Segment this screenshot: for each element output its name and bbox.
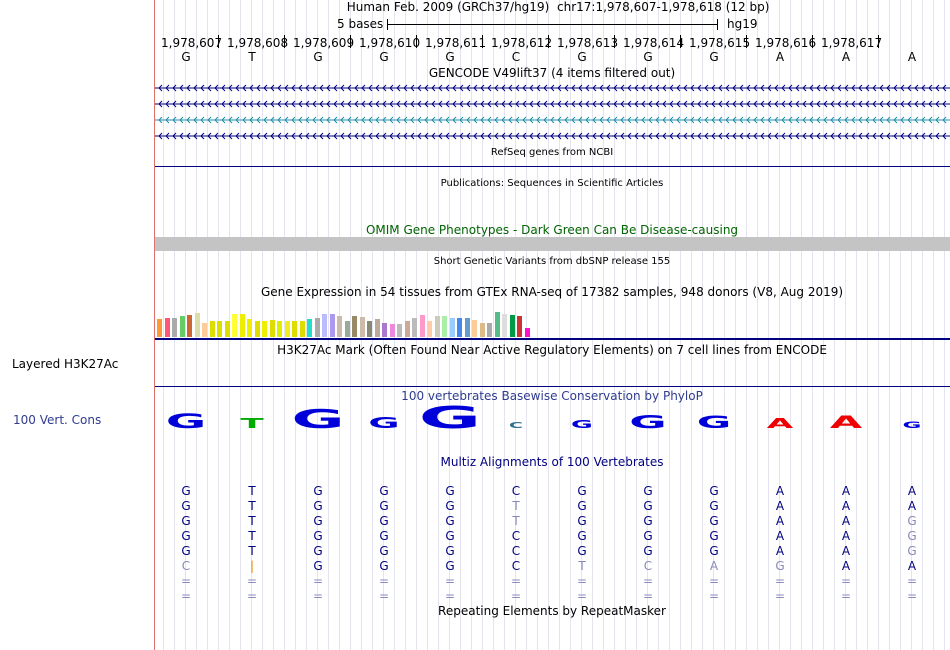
alignment-base: G [709,499,719,513]
gtex-tissue-bar[interactable] [390,324,395,337]
alignment-base: = [444,574,456,588]
gtex-tissue-bar[interactable] [472,320,477,337]
alignment-base: G [379,544,389,558]
alignment-base: = [708,574,720,588]
alignment-base: G [643,514,653,528]
gtex-tissue-bar[interactable] [420,315,425,337]
gtex-tissue-bar[interactable] [292,321,297,337]
gtex-tissue-bar[interactable] [352,316,357,337]
alignment-base: C [511,529,521,543]
gtex-tissue-bar[interactable] [457,318,462,337]
gtex-tissue-bar[interactable] [210,321,215,337]
scale-bar-left-tick [387,19,388,30]
gtex-tissue-bar[interactable] [397,324,402,337]
alignment-base: G [577,499,587,513]
conservation-letter: A [829,413,863,433]
alignment-base: C [181,559,191,573]
alignment-base: = [312,574,324,588]
omim-track-title: OMIM Gene Phenotypes - Dark Green Can Be Disease-causing [365,223,739,237]
alignment-base: = [378,589,390,603]
coordinate-label: 1,978,615 [689,36,751,50]
conservation-letter: C [509,421,523,431]
scale-bar [387,24,717,25]
gtex-tissue-bar[interactable] [405,321,410,337]
alignment-base: = [378,574,390,588]
gtex-tissue-bar[interactable] [442,316,447,337]
alignment-base: = [510,589,522,603]
alignment-base: G [643,499,653,513]
gtex-tissue-bar[interactable] [510,315,515,337]
gtex-tissue-bar[interactable] [165,318,170,337]
conservation-letter: A [766,416,794,432]
alignment-base: = [840,589,852,603]
alignment-base: = [246,574,258,588]
alignment-base: G [313,529,323,543]
alignment-base: G [907,514,917,528]
alignment-base: A [841,529,851,543]
gtex-baseline [155,338,950,340]
gtex-tissue-bar[interactable] [322,314,327,337]
gtex-tissue-bar[interactable] [157,319,162,337]
coordinate-label: 1,978,608 [227,36,289,50]
h3k27ac-label[interactable]: Layered H3K27Ac [12,357,119,371]
coordinate-label: 1,978,617 [821,36,883,50]
alignment-base: G [445,514,455,528]
alignment-base: = [642,589,654,603]
alignment-base: C [643,559,653,573]
alignment-base: G [709,514,719,528]
alignment-base: T [248,484,256,498]
gtex-tissue-bar[interactable] [525,328,530,337]
gtex-tissue-bar[interactable] [195,313,200,337]
alignment-base: = [246,589,258,603]
gtex-tissue-bar[interactable] [202,323,207,337]
alignment-base: T [248,514,256,528]
gencode-transcripts[interactable] [155,80,950,144]
alignment-base: T [248,499,256,513]
h3k27ac-track-title: H3K27Ac Mark (Often Found Near Active Regulatory Elements) on 7 cell lines from ENCODE [277,343,827,357]
alignment-base: = [774,589,786,603]
coordinate-label: 1,978,616 [755,36,817,50]
alignment-base: A [907,484,917,498]
reference-base: G [577,50,587,64]
alignment-base: T [512,514,520,528]
gtex-tissue-bar[interactable] [360,317,365,337]
track-display-area[interactable] [155,0,950,650]
alignment-base: A [907,499,917,513]
conservation-letter: G [368,413,400,432]
gtex-tissue-bar[interactable] [262,321,267,337]
gtex-tissue-bar[interactable] [285,321,290,337]
gtex-tissue-bar[interactable] [180,316,185,337]
alignment-base: G [313,544,323,558]
alignment-base: C [511,484,521,498]
alignment-base: = [840,574,852,588]
alignment-base: T [248,544,256,558]
gtex-tissue-bar[interactable] [487,323,492,337]
alignment-base: G [577,484,587,498]
conservation-letter: G [165,409,207,433]
gtex-tissue-bar[interactable] [480,323,485,337]
gtex-tissue-bar[interactable] [277,321,282,337]
scale-text: 5 bases [337,17,384,31]
gtex-tissue-bar[interactable] [502,314,507,337]
alignment-base: G [181,499,191,513]
reference-base: G [379,50,389,64]
alignment-base: G [181,529,191,543]
alignment-base: G [907,529,917,543]
coordinate-label: 1,978,609 [293,36,355,50]
alignment-base: A [775,484,785,498]
reference-base: T [248,50,256,64]
alignment-base: = [510,574,522,588]
alignment-base: A [841,559,851,573]
gtex-tissue-bar[interactable] [270,320,275,337]
coordinate-label: 1,978,612 [491,36,553,50]
gtex-tissue-bar[interactable] [247,319,252,337]
gtex-tissue-bar[interactable] [240,314,245,337]
alignment-base: G [709,484,719,498]
alignment-base: G [181,544,191,558]
alignment-base: G [313,514,323,528]
gtex-expression-bars[interactable] [155,300,950,337]
coordinate-label: 1,978,614 [623,36,685,50]
alignment-base: G [181,514,191,528]
gtex-tissue-bar[interactable] [300,321,305,337]
gtex-tissue-bar[interactable] [217,321,222,337]
publications-track-title: Publications: Sequences in Scientific Articles [440,178,664,189]
alignment-base: G [709,544,719,558]
gtex-tissue-bar[interactable] [232,314,237,337]
reference-base: G [313,50,323,64]
alignment-base: G [775,559,785,573]
alignment-base: G [181,484,191,498]
alignment-base: = [576,589,588,603]
alignment-base: G [445,484,455,498]
alignment-base: G [379,559,389,573]
alignment-base: A [775,514,785,528]
alignment-base: G [313,559,323,573]
conservation-letter: G [418,400,482,436]
alignment-base: A [841,514,851,528]
dbsnp-track-title: Short Genetic Variants from dbSNP release 155 [433,256,671,267]
reference-base: C [511,50,521,64]
alignment-base: T [512,499,520,513]
conservation-letter: G [696,413,732,433]
conservation-letter: G [629,411,667,433]
alignment-base: = [906,574,918,588]
conservation-track-label[interactable]: 100 Vert. Cons [13,413,102,427]
alignment-base: = [444,589,456,603]
reference-base: A [775,50,785,64]
position-readout: chr17:1,978,607-1,978,618 (12 bp) [557,0,770,14]
gtex-tissue-bar[interactable] [495,312,500,337]
alignment-base: = [180,574,192,588]
gtex-tissue-bar[interactable] [412,318,417,337]
gtex-tissue-bar[interactable] [255,321,260,337]
gtex-track-title: Gene Expression in 54 tissues from GTEx RNA-seq of 17382 samples, 948 donors (V8, Aug 2019) [260,285,844,299]
reference-base: A [841,50,851,64]
conservation-letter: T [240,416,264,432]
alignment-base: = [708,589,720,603]
alignment-base: G [577,544,587,558]
alignment-base: G [445,544,455,558]
phylop-conservation-logo[interactable] [155,400,950,440]
scale-bar-right-tick [717,19,718,30]
reference-base: G [445,50,455,64]
gtex-tissue-bar[interactable] [330,314,335,337]
gencode-track-title: GENCODE V49lift37 (4 items filtered out) [428,66,676,80]
alignment-base: G [445,529,455,543]
gtex-tissue-bar[interactable] [345,321,350,337]
alignment-base: A [775,499,785,513]
alignment-base: A [907,559,917,573]
alignment-base: C [511,559,521,573]
alignment-base: G [445,499,455,513]
db-label: hg19 [727,17,758,31]
alignment-base: A [841,499,851,513]
h3k27ac-baseline [155,386,950,387]
alignment-base: T [248,529,256,543]
reference-base: G [709,50,719,64]
multiz-track-title: Multiz Alignments of 100 Vertebrates [440,455,664,469]
alignment-base: = [180,589,192,603]
coordinate-label: 1,978,607 [161,36,223,50]
alignment-base: G [709,529,719,543]
alignment-base: G [643,529,653,543]
gtex-tissue-bar[interactable] [315,318,320,337]
alignment-base: = [312,589,324,603]
gtex-tissue-bar[interactable] [367,321,372,337]
alignment-base: A [775,529,785,543]
alignment-base: A [709,559,719,573]
alignment-base: = [906,589,918,603]
gtex-tissue-bar[interactable] [382,323,387,337]
coordinate-label: 1,978,611 [425,36,487,50]
gtex-tissue-bar[interactable] [225,321,230,337]
alignment-base: A [775,544,785,558]
phylop-track-title: 100 vertebrates Basewise Conservation by PhyloP [401,389,703,403]
alignment-base: G [313,484,323,498]
alignment-base: G [379,499,389,513]
alignment-base: G [907,544,917,558]
alignment-base: = [774,574,786,588]
gtex-tissue-bar[interactable] [187,315,192,337]
alignment-base: G [577,529,587,543]
alignment-base: G [577,514,587,528]
alignment-base: = [576,574,588,588]
refseq-gene-line[interactable] [155,166,950,167]
gtex-tissue-bar[interactable] [337,316,342,337]
alignment-base: G [643,544,653,558]
refseq-track-title: RefSeq genes from NCBI [490,147,614,158]
reference-base: G [181,50,191,64]
gtex-tissue-bar[interactable] [435,316,440,337]
alignment-base: | [249,559,255,573]
alignment-base: G [379,529,389,543]
alignment-base: G [643,484,653,498]
gtex-tissue-bar[interactable] [307,319,312,337]
conservation-letter: G [902,420,922,431]
conservation-letter: G [291,404,345,435]
coordinate-label: 1,978,610 [359,36,421,50]
alignment-base: G [313,499,323,513]
alignment-base: A [841,544,851,558]
assembly-title: Human Feb. 2009 (GRCh37/hg19) [346,0,550,14]
alignment-base: C [511,544,521,558]
gtex-tissue-bar[interactable] [450,318,455,337]
coordinate-label: 1,978,613 [557,36,619,50]
gtex-tissue-bar[interactable] [427,321,432,337]
gtex-tissue-bar[interactable] [517,316,522,337]
alignment-base: G [379,514,389,528]
alignment-base: A [841,484,851,498]
alignment-base: = [642,574,654,588]
conservation-letter: G [571,418,593,431]
gtex-tissue-bar[interactable] [375,319,380,337]
track-labels-panel [0,0,154,650]
omim-gene-bar[interactable] [155,237,950,251]
alignment-base: T [578,559,586,573]
alignment-base: G [379,484,389,498]
alignment-base: G [445,559,455,573]
reference-base: G [643,50,653,64]
gtex-tissue-bar[interactable] [172,318,177,337]
repeatmasker-track-title: Repeating Elements by RepeatMasker [438,604,666,618]
gtex-tissue-bar[interactable] [465,318,470,337]
reference-base: A [907,50,917,64]
